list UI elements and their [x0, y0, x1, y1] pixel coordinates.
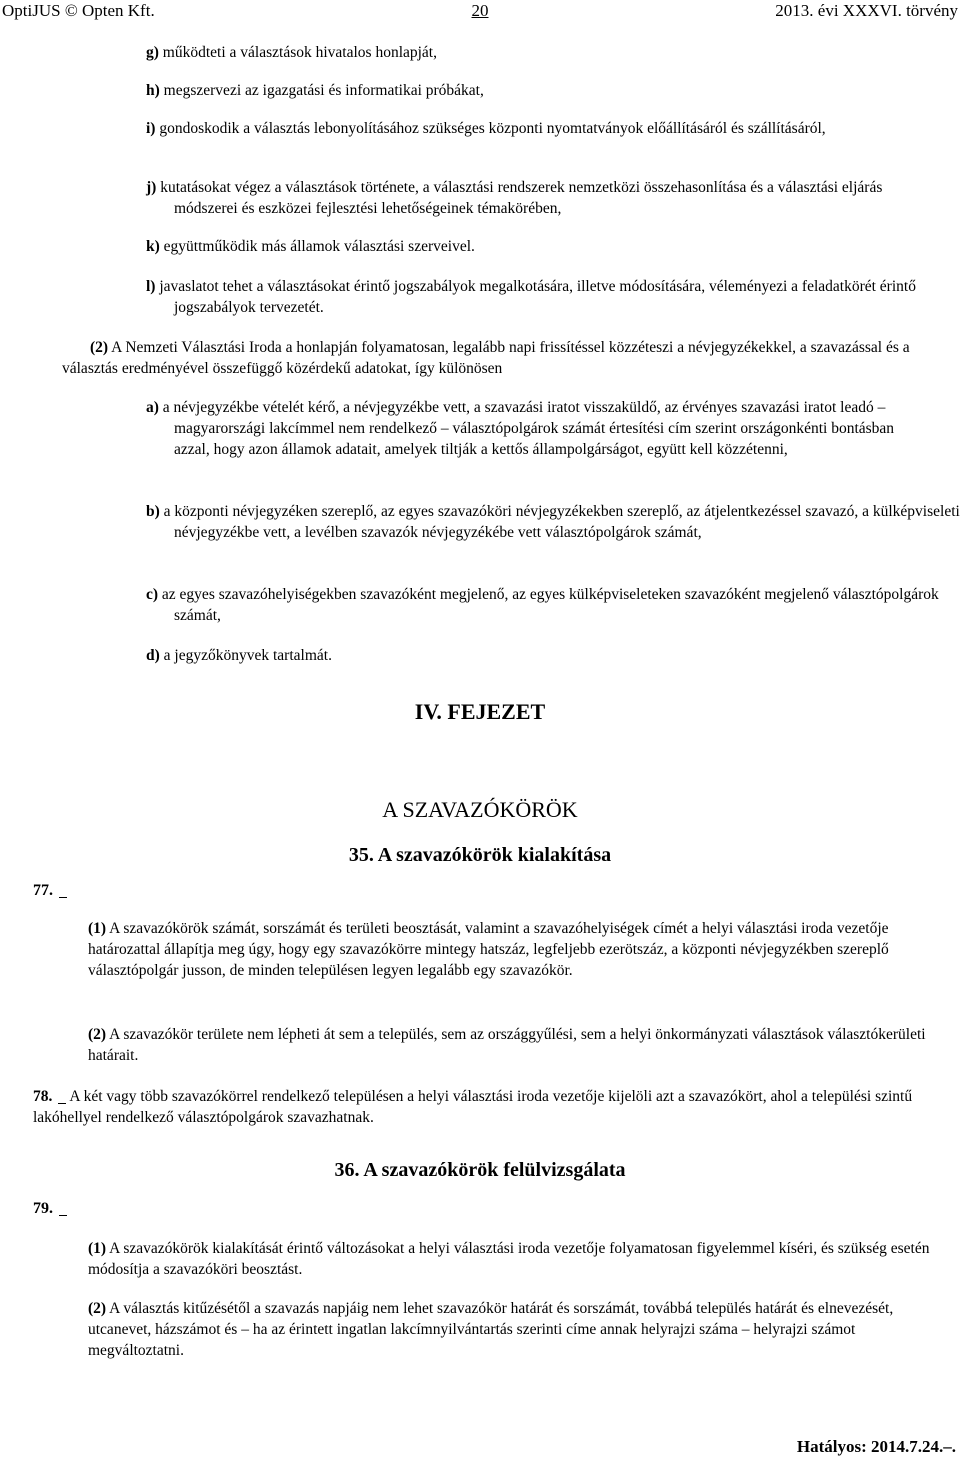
paragraph-2: [62, 337, 942, 379]
list-item-l: [146, 276, 960, 318]
section-text: A két vagy több szavazókörrel rendelkező településen a helyi választási iroda vezetője kijelöli azt a szavazókört, ahol a települési szintű lakóhellyel rendelkező választópolgárok szavazhatnak.: [33, 1088, 913, 1126]
item-text: kutatásokat végez a választások története, a választási rendszerek nemzetközi összehasonlítása és a választási eljárás módszerei és eszközei fejlesztési lehetőségeinek témakörében,: [160, 179, 883, 217]
chapter-title: A SZAVAZÓKÖRÖK: [382, 797, 578, 822]
chapter-heading: IV. FEJEZET: [414, 699, 546, 724]
page-number-value: 20: [471, 1, 489, 20]
paragraph-label: (2): [88, 1026, 107, 1043]
item-label: k): [146, 238, 160, 255]
sub-item-d: [146, 645, 936, 666]
list-item-i: [146, 118, 960, 139]
item-text: a központi névjegyzéken szereplő, az egyes szavazóköri névjegyzékekben szereplő, az átjelentkezéssel szavazó, a külképviseleti névjegyzékbe vett, a levélben szavazók névjegyzékébe vett választópolgárok számát,: [163, 503, 960, 541]
item-label: l): [146, 278, 156, 295]
section-number: 77.: [33, 882, 53, 899]
item-label: i): [146, 120, 156, 137]
list-item-h: [146, 80, 946, 101]
section-heading-36: 36. A szavazókörök felülvizsgálata: [334, 1159, 626, 1181]
paragraph-label: (2): [88, 1300, 107, 1317]
item-label: d): [146, 647, 160, 664]
section-number-77: [33, 880, 67, 901]
item-label: g): [146, 44, 159, 61]
paragraph-text: A szavazókör területe nem lépheti át sem a település, sem az országgyűlési, sem a helyi önkormányzati választások választókerületi határait.: [88, 1026, 926, 1064]
paragraph-label: (1): [88, 1240, 107, 1257]
paragraph-79-2: [88, 1298, 948, 1361]
section-number: 79.: [33, 1200, 53, 1217]
link-icon[interactable]: [58, 1089, 66, 1104]
paragraph-text: A szavazókörök kialakítását érintő változásokat a helyi választási iroda vezetője folyamatosan figyelemmel kíséri, és szükség esetén módosítja a szavazóköri beosztást.: [88, 1240, 930, 1278]
paragraph-79-1: [88, 1238, 948, 1280]
sub-item-b: [146, 501, 960, 543]
list-item-g: [146, 42, 946, 63]
paragraph-77-1: [88, 918, 948, 981]
link-icon[interactable]: [59, 1201, 67, 1216]
item-label: c): [146, 586, 159, 603]
item-text: együttműködik más államok választási szerveivel.: [163, 238, 475, 255]
item-label: h): [146, 82, 160, 99]
section-heading-35: 35. A szavazókörök kialakítása: [348, 844, 612, 866]
list-item-k: [146, 236, 946, 257]
paragraph-77-2: [88, 1024, 948, 1066]
item-label: a): [146, 399, 159, 416]
item-text: a jegyzőkönyvek tartalmát.: [163, 647, 332, 664]
header-law-title: 2013. évi XXXVI. törvény: [775, 1, 958, 20]
item-text: javaslatot tehet a választásokat érintő jogszabályok megalkotására, illetve módosítására, véleményezi a feladatkörét érintő jogszabályok tervezetét.: [159, 278, 916, 316]
item-text: működteti a választások hivatalos honlapját,: [162, 44, 437, 61]
list-item-j: [146, 177, 946, 219]
sub-item-a: [146, 397, 914, 460]
link-icon[interactable]: [59, 883, 67, 898]
paragraph-text: A választás kitűzésétől a szavazás napjáig nem lehet szavazókör határát és sorszámát, továbbá település határát és elnevezését, utcanevet, házszámot és – ha az érintett ingatlan lakcímnyilvántartás szerinti címe annak helyrajzi száma – helyrajzi számot megváltoztatni.: [88, 1300, 894, 1359]
paragraph-label: (2): [90, 339, 109, 356]
item-label: j): [146, 179, 157, 196]
item-text: megszervezi az igazgatási és informatikai próbákat,: [163, 82, 484, 99]
paragraph-text: A Nemzeti Választási Iroda a honlapján folyamatosan, legalább napi frissítéssel közzéteszi a névjegyzékekkel, a szavazással és a választás eredményével összefüggő közérdekű adatokat, így különösen: [62, 339, 910, 377]
paragraph-label: (1): [88, 920, 107, 937]
section-number: 78.: [33, 1088, 53, 1105]
item-text: gondoskodik a választás lebonyolításához szükséges központi nyomtatványok előállításáról és szállításáról,: [159, 120, 826, 137]
paragraph-text: A szavazókörök számát, sorszámát és területi beosztását, valamint a szavazóhelyiségek címét a helyi választási iroda vezetője határozattal állapítja meg úgy, hogy egy szavazókörre mintegy hatszáz, legfeljebb ezerötszáz, a központi névjegyzékben szereplő választópolgár jusson, de minden településen legyen legalább egy szavazókör.: [88, 920, 889, 979]
section-number-79: [33, 1198, 67, 1219]
item-text: a névjegyzékbe vételét kérő, a névjegyzékbe vett, a szavazási iratot visszaküldő, az érvényes szavazási iratot leadó – magyarországi lakcímmel nem rendelkező – választópolgárok számát értesítési cím szerint országonkénti bontásban azzal, hogy azon államok adatait, amelyek tiltják a kettős állampolgárságot, együtt kell közzétenni,: [162, 399, 895, 458]
footer-effective-date: Hatályos: 2014.7.24.–.: [796, 1437, 956, 1456]
item-label: b): [146, 503, 160, 520]
section-78: [33, 1086, 943, 1128]
sub-item-c: [146, 584, 960, 626]
header-publisher: OptiJUS © Opten Kft.: [2, 1, 155, 20]
item-text: az egyes szavazóhelyiségekben szavazóként megjelenő, az egyes külképviseleteken szavazóként megjelenő választópolgárok számát,: [161, 586, 939, 624]
